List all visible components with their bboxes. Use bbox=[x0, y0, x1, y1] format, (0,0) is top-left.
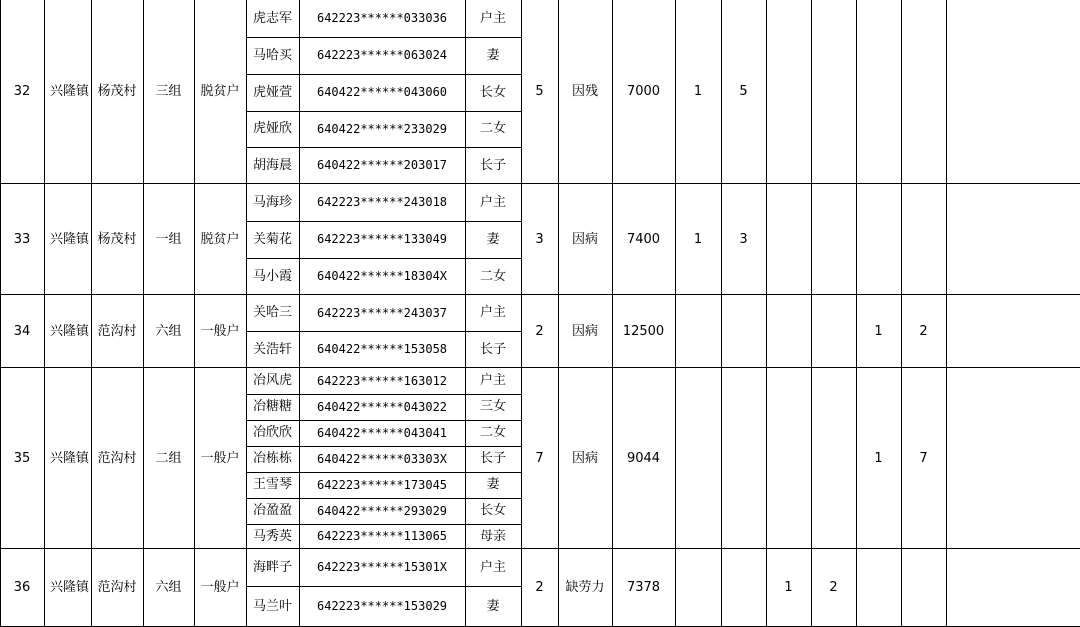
extra-cell[interactable] bbox=[675, 295, 721, 368]
member-name[interactable]: 马海珍 bbox=[252, 194, 292, 210]
member-name[interactable]: 胡海晨 bbox=[252, 157, 292, 173]
household-size-cell[interactable]: 7 bbox=[535, 450, 544, 466]
member-relation[interactable]: 母亲 bbox=[479, 528, 506, 544]
extra-cell[interactable] bbox=[811, 184, 856, 295]
grid-line bbox=[299, 0, 300, 627]
member-relation[interactable]: 二女 bbox=[479, 268, 506, 284]
member-relation[interactable]: 户主 bbox=[479, 10, 506, 26]
member-id[interactable]: 642223******133049 bbox=[316, 232, 448, 247]
extra-cell[interactable] bbox=[721, 295, 766, 368]
member-name[interactable]: 马兰叶 bbox=[252, 598, 292, 614]
row-index[interactable]: 35 bbox=[13, 450, 31, 466]
grid-line bbox=[675, 0, 676, 627]
extra-cell[interactable]: 1 bbox=[784, 580, 793, 596]
grid-line bbox=[856, 0, 857, 627]
income-cell[interactable]: 9044 bbox=[626, 450, 661, 466]
household-size-cell[interactable]: 5 bbox=[535, 84, 544, 100]
grid-line bbox=[44, 0, 45, 627]
grid-line bbox=[246, 147, 521, 148]
extra-cell[interactable] bbox=[766, 184, 811, 295]
member-name[interactable]: 虎娅萱 bbox=[252, 84, 292, 100]
extra-cell[interactable]: 1 bbox=[874, 450, 883, 466]
extra-cell[interactable] bbox=[811, 295, 856, 368]
member-name[interactable]: 冶盈盈 bbox=[252, 503, 292, 519]
grid-line bbox=[246, 394, 521, 395]
member-relation[interactable]: 长子 bbox=[479, 157, 506, 173]
grid-line bbox=[721, 0, 722, 627]
member-id[interactable]: 640422******293029 bbox=[316, 503, 448, 518]
household-size-cell[interactable]: 2 bbox=[535, 323, 544, 339]
member-relation[interactable]: 妻 bbox=[486, 47, 500, 63]
member-relation[interactable]: 长女 bbox=[479, 84, 506, 100]
row-index[interactable]: 34 bbox=[13, 323, 31, 339]
grid-line bbox=[901, 0, 902, 627]
grid-line bbox=[246, 586, 521, 587]
member-name[interactable]: 关哈三 bbox=[252, 305, 292, 321]
grid-line bbox=[558, 0, 559, 627]
grid-line bbox=[811, 0, 812, 627]
grid-line bbox=[246, 258, 521, 259]
member-id[interactable]: 640422******233029 bbox=[316, 121, 448, 136]
member-id[interactable]: 640422******203017 bbox=[316, 158, 448, 173]
grid-line bbox=[246, 0, 247, 627]
village-cell[interactable]: 范沟村 bbox=[97, 580, 137, 596]
household-type-cell[interactable]: 一般户 bbox=[200, 580, 240, 596]
extra-cell[interactable] bbox=[856, 549, 901, 627]
extra-cell[interactable]: 1 bbox=[693, 84, 703, 100]
village-cell[interactable]: 杨茂村 bbox=[97, 84, 137, 100]
member-relation[interactable]: 长子 bbox=[479, 341, 506, 357]
grid-line bbox=[246, 446, 521, 447]
member-id[interactable]: 642223******063024 bbox=[316, 48, 448, 63]
extra-cell[interactable]: 7 bbox=[919, 450, 928, 466]
member-id[interactable]: 640422******03303X bbox=[316, 451, 448, 466]
extra-cell[interactable] bbox=[856, 184, 901, 295]
member-id[interactable]: 642223******113065 bbox=[316, 529, 448, 544]
member-id[interactable]: 640422******043060 bbox=[316, 85, 448, 100]
grid-line bbox=[91, 0, 92, 627]
grid-line bbox=[246, 331, 521, 332]
group-cell[interactable]: 六组 bbox=[155, 323, 182, 339]
poverty-reason-cell[interactable]: 因病 bbox=[571, 231, 598, 247]
household-size-cell[interactable]: 2 bbox=[535, 580, 544, 596]
grid-line bbox=[766, 0, 767, 627]
member-name[interactable]: 冶欣欣 bbox=[252, 425, 292, 441]
extra-cell[interactable] bbox=[675, 368, 721, 549]
group-cell[interactable]: 二组 bbox=[155, 450, 182, 466]
extra-cell[interactable]: 3 bbox=[739, 231, 748, 247]
group-cell[interactable]: 一组 bbox=[155, 231, 182, 247]
member-relation[interactable]: 长女 bbox=[479, 503, 506, 519]
grid-line bbox=[246, 524, 521, 525]
extra-cell[interactable] bbox=[901, 549, 946, 627]
poverty-reason-cell[interactable]: 因病 bbox=[571, 323, 598, 339]
extra-cell[interactable] bbox=[721, 549, 766, 627]
member-id[interactable]: 642223******243037 bbox=[316, 305, 448, 320]
member-relation[interactable]: 二女 bbox=[479, 121, 506, 137]
town-cell[interactable]: 兴隆镇 bbox=[49, 323, 89, 339]
member-id[interactable]: 642223******153029 bbox=[316, 599, 448, 614]
member-relation[interactable]: 长子 bbox=[479, 451, 506, 467]
member-name[interactable]: 冶栋栋 bbox=[252, 451, 292, 467]
household-type-cell[interactable]: 一般户 bbox=[200, 323, 240, 339]
grid-line bbox=[246, 221, 521, 222]
member-relation[interactable]: 妻 bbox=[486, 477, 500, 493]
extra-cell[interactable] bbox=[811, 368, 856, 549]
extra-cell[interactable] bbox=[766, 295, 811, 368]
member-id[interactable]: 642223******163012 bbox=[316, 373, 448, 388]
group-cell[interactable]: 六组 bbox=[155, 580, 182, 596]
grid-line bbox=[246, 74, 521, 75]
grid-line bbox=[246, 420, 521, 421]
extra-cell[interactable]: 2 bbox=[919, 323, 928, 339]
member-relation[interactable]: 户主 bbox=[479, 305, 506, 321]
household-type-cell[interactable]: 脱贫户 bbox=[200, 84, 240, 100]
member-id[interactable]: 640422******18304X bbox=[316, 269, 448, 284]
row-index[interactable]: 36 bbox=[13, 580, 31, 596]
extra-cell[interactable]: 1 bbox=[693, 231, 703, 247]
member-id[interactable]: 640422******043022 bbox=[316, 399, 448, 414]
extra-cell[interactable] bbox=[766, 368, 811, 549]
extra-cell[interactable]: 2 bbox=[829, 580, 838, 596]
member-id[interactable]: 640422******043041 bbox=[316, 425, 448, 440]
household-type-cell[interactable]: 一般户 bbox=[200, 450, 240, 466]
income-cell[interactable]: 7000 bbox=[626, 84, 661, 100]
extra-cell[interactable] bbox=[766, 0, 811, 184]
extra-cell[interactable] bbox=[721, 368, 766, 549]
grid-line bbox=[612, 0, 613, 627]
member-relation[interactable]: 二女 bbox=[479, 425, 506, 441]
household-size-cell[interactable]: 3 bbox=[535, 231, 544, 247]
extra-cell[interactable] bbox=[856, 0, 901, 184]
member-name[interactable]: 马哈买 bbox=[252, 47, 292, 63]
grid-line bbox=[194, 0, 195, 627]
member-name[interactable]: 马小霞 bbox=[252, 268, 292, 284]
grid-line bbox=[143, 0, 144, 627]
town-cell[interactable]: 兴隆镇 bbox=[49, 450, 89, 466]
member-relation[interactable]: 户主 bbox=[479, 373, 506, 389]
income-cell[interactable]: 12500 bbox=[622, 323, 665, 339]
grid-line bbox=[0, 0, 1, 627]
member-id[interactable]: 642223******243018 bbox=[316, 195, 448, 210]
member-name[interactable]: 海畔子 bbox=[252, 559, 292, 575]
village-cell[interactable]: 范沟村 bbox=[97, 323, 137, 339]
member-name[interactable]: 虎娅欣 bbox=[252, 121, 292, 137]
grid-line bbox=[946, 0, 947, 627]
group-cell[interactable]: 三组 bbox=[155, 84, 182, 100]
extra-cell[interactable] bbox=[901, 184, 946, 295]
member-id[interactable]: 642223******15301X bbox=[316, 560, 448, 575]
member-relation[interactable]: 三女 bbox=[479, 399, 506, 415]
extra-cell[interactable] bbox=[675, 549, 721, 627]
member-name[interactable]: 马秀英 bbox=[252, 528, 292, 544]
member-name[interactable]: 虎志军 bbox=[252, 10, 292, 26]
grid-line bbox=[521, 0, 522, 627]
extra-cell[interactable]: 5 bbox=[739, 84, 748, 100]
member-name[interactable]: 关菊花 bbox=[252, 231, 292, 247]
member-relation[interactable]: 户主 bbox=[479, 194, 506, 210]
village-cell[interactable]: 范沟村 bbox=[97, 450, 137, 466]
village-cell[interactable]: 杨茂村 bbox=[97, 231, 137, 247]
household-type-cell[interactable]: 脱贫户 bbox=[200, 231, 240, 247]
grid-line bbox=[465, 0, 466, 627]
extra-cell[interactable] bbox=[901, 0, 946, 184]
poverty-reason-cell[interactable]: 因病 bbox=[571, 450, 598, 466]
town-cell[interactable]: 兴隆镇 bbox=[49, 231, 89, 247]
member-name[interactable]: 冶风虎 bbox=[252, 373, 292, 389]
poverty-reason-cell[interactable]: 因残 bbox=[571, 84, 598, 100]
member-relation[interactable]: 妻 bbox=[486, 231, 500, 247]
extra-cell[interactable]: 1 bbox=[874, 323, 883, 339]
member-name[interactable]: 王雪琴 bbox=[252, 477, 292, 493]
member-relation[interactable]: 户主 bbox=[479, 559, 506, 575]
income-cell[interactable]: 7378 bbox=[626, 580, 661, 596]
member-relation[interactable]: 妻 bbox=[486, 598, 500, 614]
town-cell[interactable]: 兴隆镇 bbox=[49, 580, 89, 596]
grid-line bbox=[246, 111, 521, 112]
town-cell[interactable]: 兴隆镇 bbox=[49, 84, 89, 100]
row-index[interactable]: 33 bbox=[13, 231, 31, 247]
extra-cell[interactable] bbox=[811, 0, 856, 184]
grid-line bbox=[246, 472, 521, 473]
grid-line bbox=[246, 37, 521, 38]
grid-line bbox=[246, 498, 521, 499]
income-cell[interactable]: 7400 bbox=[626, 231, 661, 247]
poverty-reason-cell[interactable]: 缺劳力 bbox=[565, 580, 605, 596]
member-id[interactable]: 642223******173045 bbox=[316, 477, 448, 492]
member-id[interactable]: 640422******153058 bbox=[316, 342, 448, 357]
member-name[interactable]: 关浩轩 bbox=[252, 341, 292, 357]
member-name[interactable]: 冶糖糖 bbox=[252, 399, 292, 415]
member-id[interactable]: 642223******033036 bbox=[316, 11, 448, 26]
row-index[interactable]: 32 bbox=[13, 84, 31, 100]
